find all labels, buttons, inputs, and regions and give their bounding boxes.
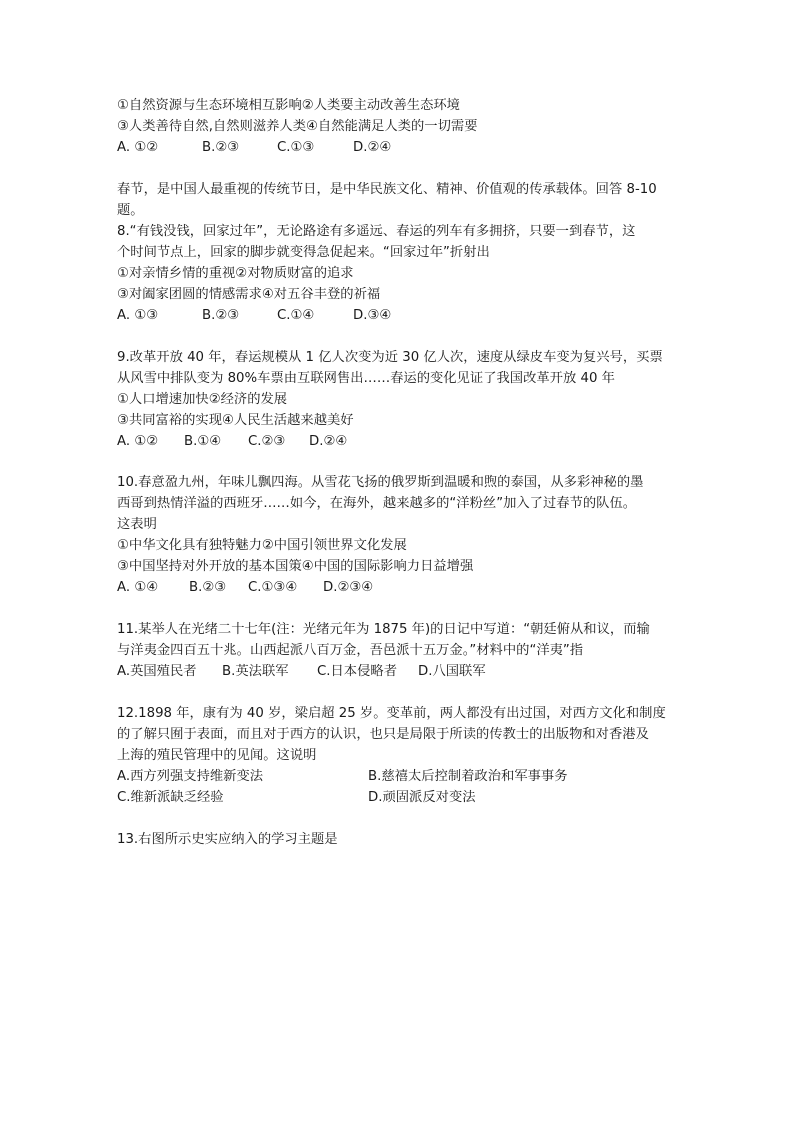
q10-stem-line3: 这表明 [117,517,157,532]
q12-stem-line3: 上海的殖民管理中的见闻。这说明 [117,748,317,763]
q10-choice-a: A. ①④ [117,580,159,595]
q12-choice-c: C.维新派缺乏经验 [117,790,224,805]
q9-choice-c: C.②③ [248,434,286,449]
q12-stem-line1: 12.1898 年，康有为 40 岁，梁启超 25 岁。变革前，两人都没有出过国，对西方文化和制度 [117,706,666,721]
q11-stem-line2: 与洋夷金四百五十兆。山西起派八百万金，吾邑派十五万金。”材料中的“洋夷”指 [117,643,584,658]
q11-choice-b: B.英法联军 [222,664,289,679]
q12-choice-b: B.慈禧太后控制着政治和军事事务 [368,769,568,784]
q9-options-line1: ①人口增速加快②经济的发展 [117,392,288,407]
q7-choice-d: D.②④ [353,140,392,155]
q10-options-line2: ③中国坚持对外开放的基本国策④中国的国际影响力日益增强 [117,559,474,574]
section-intro-line1: 春节，是中国人最重视的传统节日，是中华民族文化、精神、价值观的传承载体。回答 8-10 [117,182,657,197]
q11-choice-a: A.英国殖民者 [117,664,197,679]
q10-options-line1: ①中华文化具有独特魅力②中国引领世界文化发展 [117,538,407,553]
q11-choice-d: D.八国联军 [418,664,486,679]
q8-stem-line1: 8.“有钱没钱，回家过年”，无论路途有多遥远、春运的列车有多拥挤，只要一到春节，这 [117,224,636,239]
q7-choice-c: C.①③ [277,140,315,155]
q10-choice-d: D.②③④ [323,580,374,595]
q9-choice-a: A. ①② [117,434,159,449]
q9-stem-line1: 9.改革开放 40 年，春运规模从 1 亿人次变为近 30 亿人次，速度从绿皮车变为复兴号，买票 [117,350,663,365]
q8-options-line1: ①对亲情乡情的重视②对物质财富的追求 [117,266,354,281]
q12-choice-d: D.顽固派反对变法 [368,790,476,805]
q7-options-line2: ③人类善待自然,自然则滋养人类④自然能满足人类的一切需要 [117,119,478,134]
q9-options-line2: ③共同富裕的实现④人民生活越来越美好 [117,413,354,428]
q8-choice-c: C.①④ [277,308,315,323]
q7-choice-b: B.②③ [202,140,240,155]
q12-stem-line2: 的了解只囿于表面，而且对于西方的认识，也只是局限于所读的传教士的出版物和对香港及 [117,727,649,742]
q7-options-line1: ①自然资源与生态环境相互影响②人类要主动改善生态环境 [117,98,460,113]
q11-stem-line1: 11.某举人在光绪二十七年(注：光绪元年为 1875 年)的日记中写道：“朝廷俯从和议，而输 [117,622,650,637]
q8-choice-d: D.③④ [353,308,392,323]
q9-stem-line2: 从风雪中排队变为 80%车票由互联网售出……春运的变化见证了我国改革开放 40 年 [117,371,615,386]
q13-stem-line1: 13.右图所示史实应纳入的学习主题是 [117,832,338,847]
q10-stem-line1: 10.春意盈九州，年味儿飘四海。从雪花飞扬的俄罗斯到温暖和煦的泰国，从多彩神秘的墨 [117,475,644,490]
q8-options-line2: ③对阖家团圆的情感需求④对五谷丰登的祈福 [117,287,381,302]
q7-choice-a: A. ①② [117,140,159,155]
q10-stem-line2: 西哥到热情洋溢的西班牙……如今，在海外，越来越多的“洋粉丝”加入了过春节的队伍。 [117,496,637,511]
q8-choice-b: B.②③ [202,308,240,323]
q10-choice-b: B.②③ [189,580,227,595]
q12-choice-a: A.西方列强支持维新变法 [117,769,264,784]
q8-stem-line2: 个时间节点上，回家的脚步就变得急促起来。“回家过年”折射出 [117,245,490,260]
q8-choice-a: A. ①③ [117,308,159,323]
section-intro-line2: 题。 [117,203,144,218]
q10-choice-c: C.①③④ [248,580,298,595]
q9-choice-d: D.②④ [309,434,348,449]
q9-choice-b: B.①④ [184,434,222,449]
q11-choice-c: C.日本侵略者 [317,664,397,679]
